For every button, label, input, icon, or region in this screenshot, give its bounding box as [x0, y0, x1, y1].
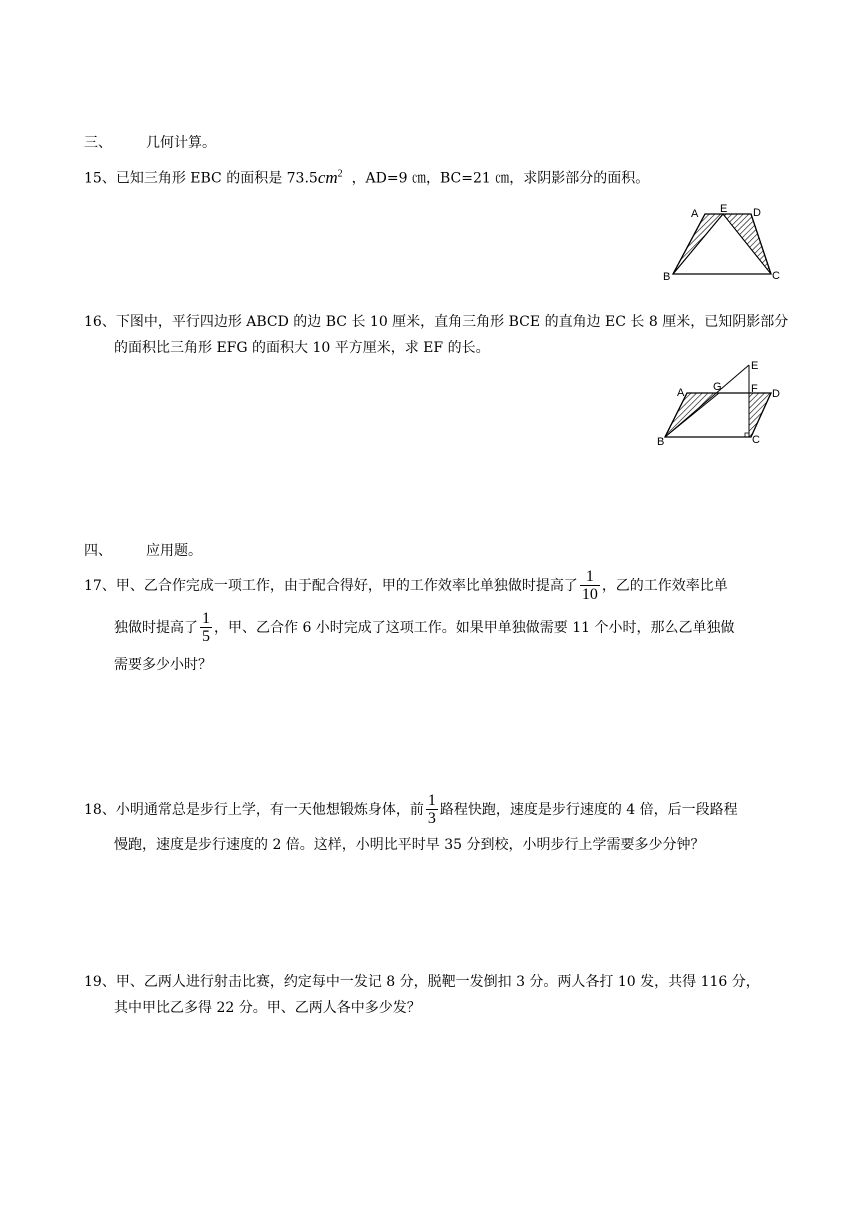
q15-unit [318, 168, 343, 187]
q17-frac2-den: 5 [202, 628, 210, 645]
section-4-title: 应用题。 [146, 543, 202, 559]
q15-label-d: D [753, 207, 761, 219]
section-3-number: 三、 [84, 135, 112, 151]
q17-fraction-2 [200, 611, 212, 645]
q16-parallelogram-figure [655, 355, 785, 450]
question-18-line-2: 慢跑，速度是步行速度的 2 倍。这样，小明比平时早 35 分到校，小明步行上学需要多少分钟？ [114, 837, 705, 853]
q15-label-a: A [691, 208, 699, 220]
q16-label-f: F [751, 383, 758, 395]
q18-frac-num: 1 [427, 792, 436, 809]
question-17-line-3: 需要多少小时？ [114, 657, 212, 673]
q18-text-a: 18、小明通常总是步行上学，有一天他想锻炼身体，前 [84, 802, 424, 818]
question-17-line-1 [84, 568, 728, 604]
q17-text-c: 独做时提高了 [114, 620, 198, 636]
question-16-line-2: 的面积比三角形 EFG 的面积大 10 平方厘米，求 EF 的长。 [114, 340, 490, 356]
q17-frac1-num: 1 [585, 568, 594, 585]
q15-trapezoid-figure [655, 200, 785, 285]
q15-unit-text: cm [317, 167, 338, 187]
q17-frac1-den: 10 [581, 586, 598, 603]
question-16-line-1: 16、下图中，平行四边形 ABCD 的边 BC 长 10 厘米，直角三角形 BCE 的直角边 EC 长 8 厘米，已知阴影部分 [84, 314, 789, 330]
q17-text-d: ，甲、乙合作 6 小时完成了这项工作。如果甲单独做需要 11 个小时，那么乙单独做 [214, 620, 735, 636]
section-4-number: 四、 [84, 543, 112, 559]
q18-text-b: 路程快跑，速度是步行速度的 4 倍，后一段路程 [439, 802, 738, 818]
q18-fraction [426, 793, 438, 827]
q16-label-g: G [713, 381, 722, 393]
q17-fraction-1 [580, 569, 600, 603]
q15-label-b: B [663, 271, 671, 283]
q18-frac-den: 3 [427, 810, 436, 827]
q15-unit-power: 2 [337, 168, 343, 179]
q15-label-e: E [720, 203, 728, 215]
question-19-line-1: 19、甲、乙两人进行射击比赛，约定每中一发记 8 分，脱靶一发倒扣 3 分。两人各打 10 发，共得 116 分， [84, 974, 760, 990]
section-3-heading [84, 133, 216, 153]
q17-text-b: ，乙的工作效率比单 [601, 578, 728, 594]
q17-text-a: 17、甲、乙合作完成一项工作，由于配合得好，甲的工作效率比单独做时提高了 [84, 578, 578, 594]
q16-label-b: B [657, 436, 665, 448]
q16-label-a: A [677, 387, 685, 399]
q17-frac2-num: 1 [202, 610, 210, 627]
q16-label-e: E [751, 360, 759, 372]
question-19-line-2: 其中甲比乙多得 22 分。甲、乙两人各中多少发？ [114, 1000, 421, 1016]
question-17-line-2 [114, 610, 735, 646]
q15-text-b: ，AD=9 ㎝，BC=21 ㎝，求阴影部分的面积。 [351, 170, 650, 187]
q16-label-c: C [752, 434, 760, 446]
section-3-title: 几何计算。 [146, 135, 216, 151]
q15-text-a: 15、已知三角形 EBC 的面积是 73.5 [84, 170, 318, 187]
q15-label-c: C [772, 270, 780, 282]
q16-label-d: D [772, 388, 780, 400]
question-15 [84, 164, 649, 189]
question-18-line-1 [84, 792, 738, 828]
section-4-heading [84, 541, 202, 561]
